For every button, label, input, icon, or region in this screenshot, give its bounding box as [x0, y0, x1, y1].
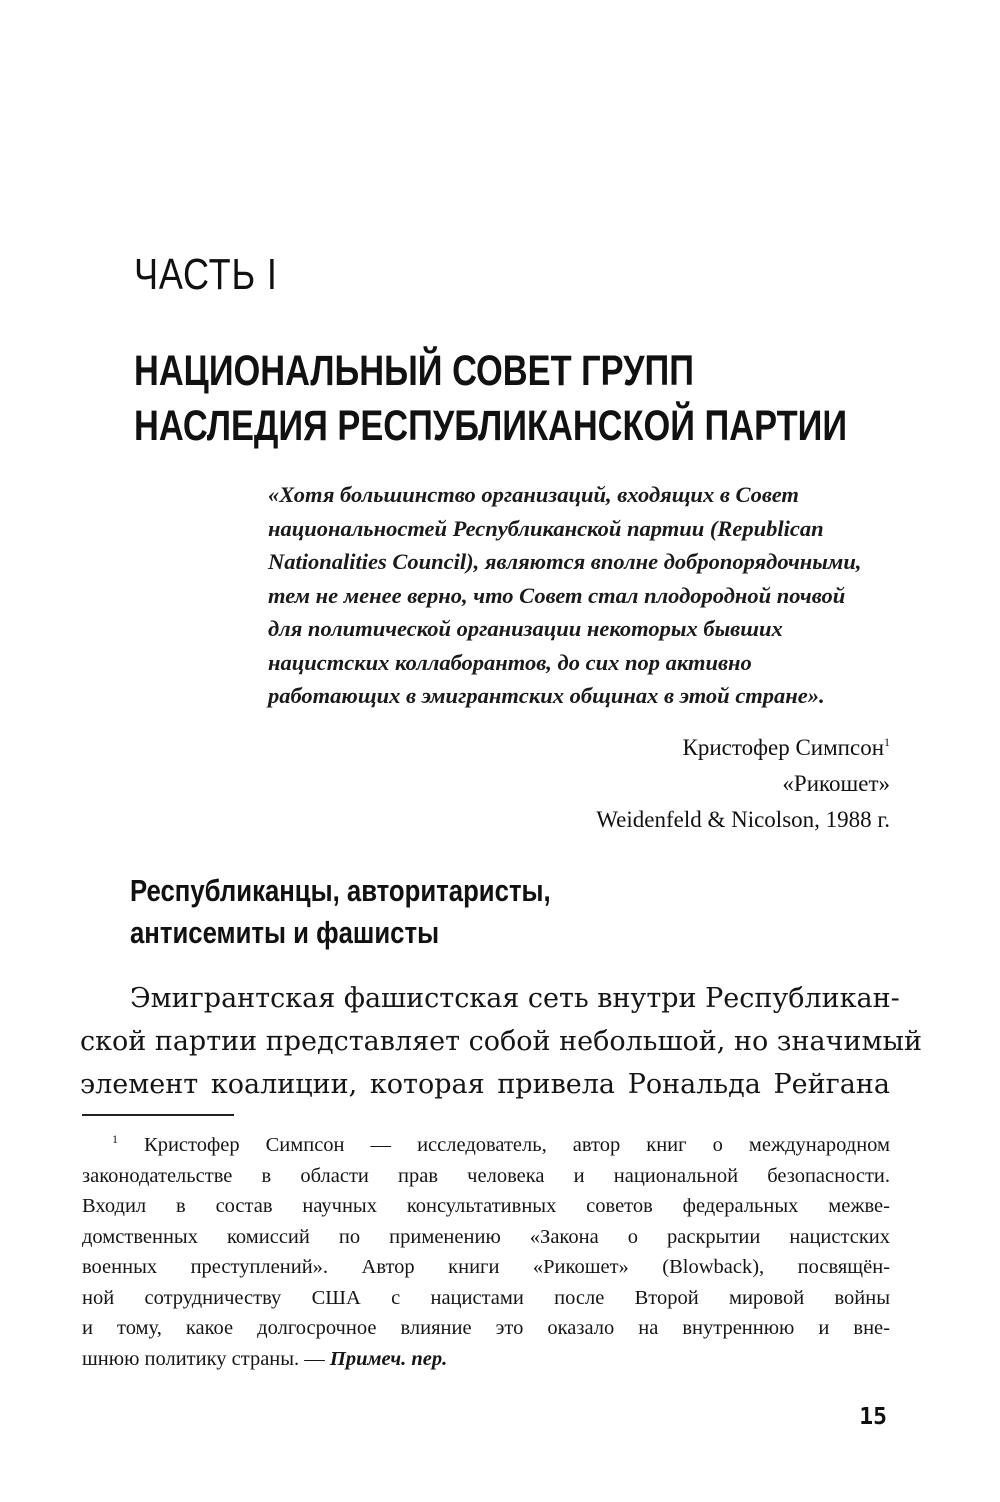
body-paragraph [80, 977, 922, 1106]
footnote [82, 1124, 890, 1374]
part-label: ЧАСТЬ I [134, 250, 278, 299]
epigraph-line: национальностей Республиканской партии (Republican [268, 515, 824, 541]
attribution-author [596, 724, 890, 766]
footnote-line: домственных комиссий по применению «Закона о раскрытии нацистских [82, 1225, 890, 1248]
epigraph-attribution [596, 724, 890, 838]
body-line: элемент коалиции, которая привела Рональда Рейгана [80, 1069, 890, 1100]
body-line: ской партии представляет собой небольшой, но значимый [80, 1026, 922, 1057]
epigraph-quote [268, 478, 908, 713]
author-name: Кристофер Симпсон [682, 735, 884, 760]
section-heading [130, 870, 794, 954]
part-title [134, 344, 854, 454]
epigraph-line: работающих в эмигрантских общинах в этой стране». [268, 683, 825, 708]
epigraph-line: для политической организации некоторых бывших [268, 616, 783, 641]
footnote-line: Входил в состав научных консультативных советов федеральных межве- [82, 1195, 890, 1217]
footnote-line [82, 1124, 890, 1161]
translator-note: Примеч. пер. [329, 1347, 448, 1370]
epigraph-line: Nationalities Council), являются вполне добропорядочными, [268, 549, 862, 574]
footnote-line: и тому, какое долгосрочное влияние это оказало на внутреннюю и вне- [82, 1317, 890, 1339]
epigraph-line: «Хотя большинство организаций, входящих в Совет [268, 482, 799, 507]
footnote-divider [82, 1114, 234, 1116]
footnote-mark: 1 [112, 1132, 118, 1146]
footnote-line: ной сотрудничеству США с нацистами после Второй мировой войны [82, 1286, 890, 1309]
footnote-line: законодательстве в области прав человека и национальной безопасности. [82, 1164, 890, 1187]
epigraph-line: нацистских коллаборантов, до сих пор активно [268, 649, 752, 675]
footnote-line [82, 1344, 890, 1375]
part-title-line: НАЦИОНАЛЬНЫЙ СОВЕТ ГРУПП [134, 347, 695, 395]
footnote-reference[interactable]: 1 [884, 735, 890, 749]
footnote-line-text: шнюю политику страны. — [82, 1347, 325, 1370]
section-heading-line: Республиканцы, авторитаристы, [130, 873, 551, 908]
epigraph-line: тем не менее верно, что Совет стал плодородной почвой [268, 582, 846, 608]
part-title-line: НАСЛЕДИЯ РЕСПУБЛИКАНСКОЙ ПАРТИИ [134, 402, 848, 450]
section-heading-line: антисемиты и фашисты [130, 915, 440, 950]
attribution-publisher: Weidenfeld & Nicolson, 1988 г. [596, 807, 890, 832]
page-number: 15 [859, 1404, 887, 1430]
footnote-line: военных преступлений». Автор книги «Рикошет» (Blowback), посвящён- [82, 1256, 890, 1278]
body-line: Эмигрантская фашистская сеть внутри Республикан- [130, 983, 900, 1014]
attribution-work: «Рикошет» [782, 771, 890, 796]
footnote-line-text: Кристофер Симпсон — исследователь, автор книг о международном [144, 1134, 890, 1156]
